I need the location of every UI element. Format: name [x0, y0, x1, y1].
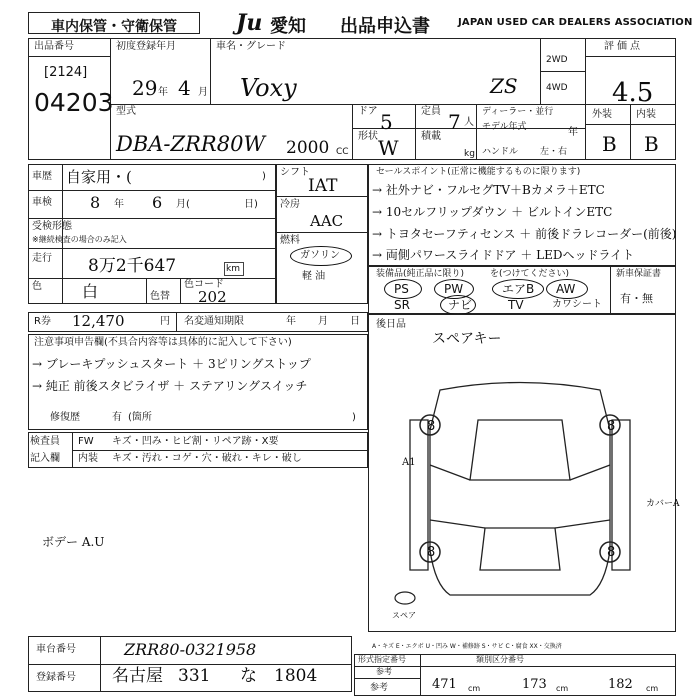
plate-label: 登録番号	[36, 672, 76, 683]
notes-label: 注意事項申告欄(不具合内容等は具体的に記入して下さい)	[34, 337, 292, 348]
handle-label: ハンドル	[482, 147, 519, 157]
inspection-year: 8	[90, 193, 101, 212]
inspection-year-unit: 年	[114, 199, 124, 210]
wheel-mark-rr: 8	[607, 545, 616, 560]
lot-bracket: [2124]	[44, 65, 88, 80]
model-year-unit: 年	[568, 127, 578, 138]
plate-number: 1804	[274, 666, 318, 686]
drive-4wd: 4WD	[546, 83, 568, 93]
mileage-value: 8万2千647	[88, 256, 177, 276]
registration-month: 4	[178, 76, 191, 100]
reception-note: ※継続検査の場合のみ記入	[32, 235, 127, 244]
sales-line-4: → 両側パワースライドドア ＋ LEDヘッドライト	[372, 248, 635, 262]
dealer-label: ディーラー・並行	[482, 107, 554, 117]
plate-class: 331	[178, 666, 211, 686]
rating-score: 4.5	[612, 78, 654, 108]
chassis-label: 車台番号	[36, 644, 76, 655]
sales-line-3: → トヨタセーフティセンス ＋ 前後ドラレコーダー(前後)	[372, 227, 677, 241]
equip-ps-circle	[384, 279, 422, 299]
history-value: 自家用・(	[66, 168, 132, 186]
equip-leather-seat: カワシート	[552, 299, 602, 310]
ju-logo: Ju	[236, 10, 263, 36]
name-change-month: 月	[318, 316, 328, 327]
car-name: Voxy	[240, 74, 297, 102]
equip-airbag: エアB	[502, 282, 535, 296]
mileage-unit: km	[226, 264, 240, 274]
dimension-width: 173	[522, 677, 547, 692]
notes-line-2: → 純正 前後スタビライザ ＋ ステアリングスイッチ	[32, 379, 308, 393]
dimensions-ref-1: 参考	[376, 667, 392, 676]
history-label: 車歴	[32, 171, 52, 182]
sales-points-label: セールスポイント(正常に機能するものに限ります)	[376, 167, 581, 177]
dimensions-ref-2: 参考	[370, 683, 389, 693]
name-grade-label: 車名・グレード	[216, 41, 286, 52]
equip-navi-circle	[440, 295, 476, 315]
color-code-label: 色コード	[184, 279, 224, 290]
color-tone-label: 色替	[150, 291, 170, 302]
recycle-label: R券	[34, 316, 51, 327]
diagram-right-note: カバーA	[646, 499, 680, 509]
inspection-month-unit: 月(	[176, 199, 190, 210]
equip-ps: PS	[394, 282, 409, 296]
inspection-day-unit: 日)	[244, 199, 258, 210]
rating-ext-label: 外装	[592, 109, 612, 120]
sales-line-1: → 社外ナビ・フルセグTV＋Bカメラ＋ETC	[372, 183, 605, 197]
cooling-value: AAC	[310, 212, 344, 230]
engine-cc-unit: CC	[336, 147, 349, 157]
after-items-label: 後日品	[376, 319, 406, 330]
spare-label: スペア	[392, 611, 416, 620]
load-unit: kg	[464, 149, 475, 159]
storage-label-box	[28, 12, 200, 34]
name-change-year: 年	[286, 316, 296, 327]
repair-close: )	[352, 412, 356, 423]
dimension-length-unit: cm	[468, 684, 481, 693]
car-grade: ZS	[490, 74, 518, 98]
equipment-new-car-label: 新車保証書	[616, 269, 662, 279]
equip-aw-circle	[546, 279, 588, 299]
drive-2wd: 2WD	[546, 55, 568, 65]
org-name: 愛知	[270, 16, 306, 37]
registration-year-unit: 年	[158, 87, 168, 98]
listing-label: 出品番号	[34, 41, 74, 52]
rating-label: 評価点	[604, 41, 643, 52]
capacity-value: 7	[448, 110, 461, 134]
dimension-height: 182	[608, 677, 633, 692]
load-label: 積載	[421, 131, 441, 142]
fuel-label: 燃料	[280, 235, 300, 246]
diagram-a1: A1	[402, 457, 416, 468]
history-close: )	[262, 171, 266, 182]
doors-value: 5	[380, 110, 393, 134]
dimensions-label-2: 類別区分番号	[476, 655, 524, 664]
equip-sr: SR	[394, 298, 410, 312]
inspection-month: 6	[152, 193, 163, 212]
rating-int-label: 内装	[636, 109, 656, 120]
lot-number: 04203	[34, 88, 114, 117]
after-items-value: スペアキー	[432, 331, 502, 347]
wheel-mark-rl: 8	[427, 545, 436, 560]
equip-aw: AW	[556, 282, 576, 296]
dimension-height-unit: cm	[646, 684, 659, 693]
registration-month-unit: 月	[198, 87, 208, 98]
plate-region: 名古屋	[112, 666, 163, 686]
chassis-value: ZRR80-0321958	[124, 640, 257, 659]
body-type-value: W	[378, 136, 399, 160]
shift-label: シフト	[280, 167, 310, 178]
rating-ext: B	[602, 132, 617, 156]
equip-airbag-circle	[492, 279, 544, 299]
color-code: 202	[198, 288, 227, 306]
name-change-day: 日	[350, 316, 360, 327]
dimension-length: 471	[432, 677, 457, 692]
inspection-label: 車検	[32, 197, 52, 208]
name-change-label: 名変通知期限	[184, 316, 244, 327]
model-year-label: モデル年式	[482, 122, 527, 132]
car-diagram	[400, 370, 640, 610]
association-name: JAPAN USED CAR DEALERS ASSOCIATION	[458, 17, 693, 28]
inspector-row2-head: 内装	[78, 453, 98, 464]
fuel-gas: ガソリン	[300, 250, 340, 261]
registration-label: 初度登録年月	[116, 41, 176, 52]
plate-kana: な	[240, 666, 257, 686]
equipment-note: を(つけてください)	[490, 269, 570, 279]
handle-value: 左・右	[540, 147, 568, 157]
fuel-diesel: 軽 油	[302, 271, 326, 282]
color-label: 色	[32, 281, 42, 292]
capacity-label: 定員	[421, 106, 441, 117]
sales-line-2: → 10セルフリップダウン ＋ ビルトインETC	[372, 205, 613, 219]
dimension-width-unit: cm	[556, 684, 569, 693]
mileage-label: 走行	[32, 253, 52, 264]
registration-year: 29	[132, 76, 158, 100]
reception-label: 受検形態	[32, 221, 72, 232]
model-value: DBA-ZRR80W	[116, 132, 266, 156]
rating-int: B	[644, 132, 659, 156]
wheel-mark-fr: 8	[607, 419, 616, 434]
storage-label: 車内保管・守衛保管	[51, 19, 177, 35]
equip-tv: TV	[508, 298, 524, 312]
inspector-row1-items: キズ・凹み・ヒビ割・リペア跡・X要	[112, 436, 279, 447]
inspector-row2-items: キズ・汚れ・コゲ・穴・破れ・キレ・破し	[112, 453, 302, 464]
equipment-new-car-options: 有・無	[620, 292, 653, 305]
recycle-unit: 円	[160, 316, 170, 327]
wheel-mark-fl: 8	[427, 419, 436, 434]
doc-title: 出品申込書	[340, 16, 430, 37]
dimensions-label-1: 形式指定番号	[358, 655, 406, 664]
recycle-value: 12,470	[72, 312, 125, 330]
equipment-label: 装備品(純正品に限り)	[376, 269, 465, 279]
notes-line-1: → ブレーキプッシュスタート ＋ 3ピリングストップ	[32, 357, 311, 371]
inspector-label-2: 記入欄	[30, 453, 60, 464]
equip-pw: PW	[444, 282, 464, 296]
shift-value: IAT	[308, 176, 338, 196]
repair-suffix: (箇所	[128, 412, 152, 423]
body-type-label: 形状	[358, 131, 378, 142]
model-label: 型式	[116, 106, 136, 117]
equip-navi: ナビ	[448, 298, 473, 312]
capacity-unit: 人	[464, 117, 474, 128]
inspector-label-1: 検査員	[30, 436, 60, 447]
diagram-body-note: ボデー A.U	[42, 535, 105, 549]
color-value: 白	[82, 282, 99, 301]
inspector-row1-head: FW	[78, 436, 94, 447]
engine-cc: 2000	[286, 138, 330, 158]
repair-value: 有	[112, 412, 122, 423]
repair-label: 修復歴	[50, 412, 80, 423]
diagram-legend: A・キズ E・エクボ U・凹み W・補修跡 S・サビ C・腐食 XX・交換済	[372, 643, 562, 650]
spare-tire-icon	[393, 590, 417, 606]
doors-label: ドア	[358, 106, 378, 117]
cooling-label: 冷房	[280, 199, 300, 210]
